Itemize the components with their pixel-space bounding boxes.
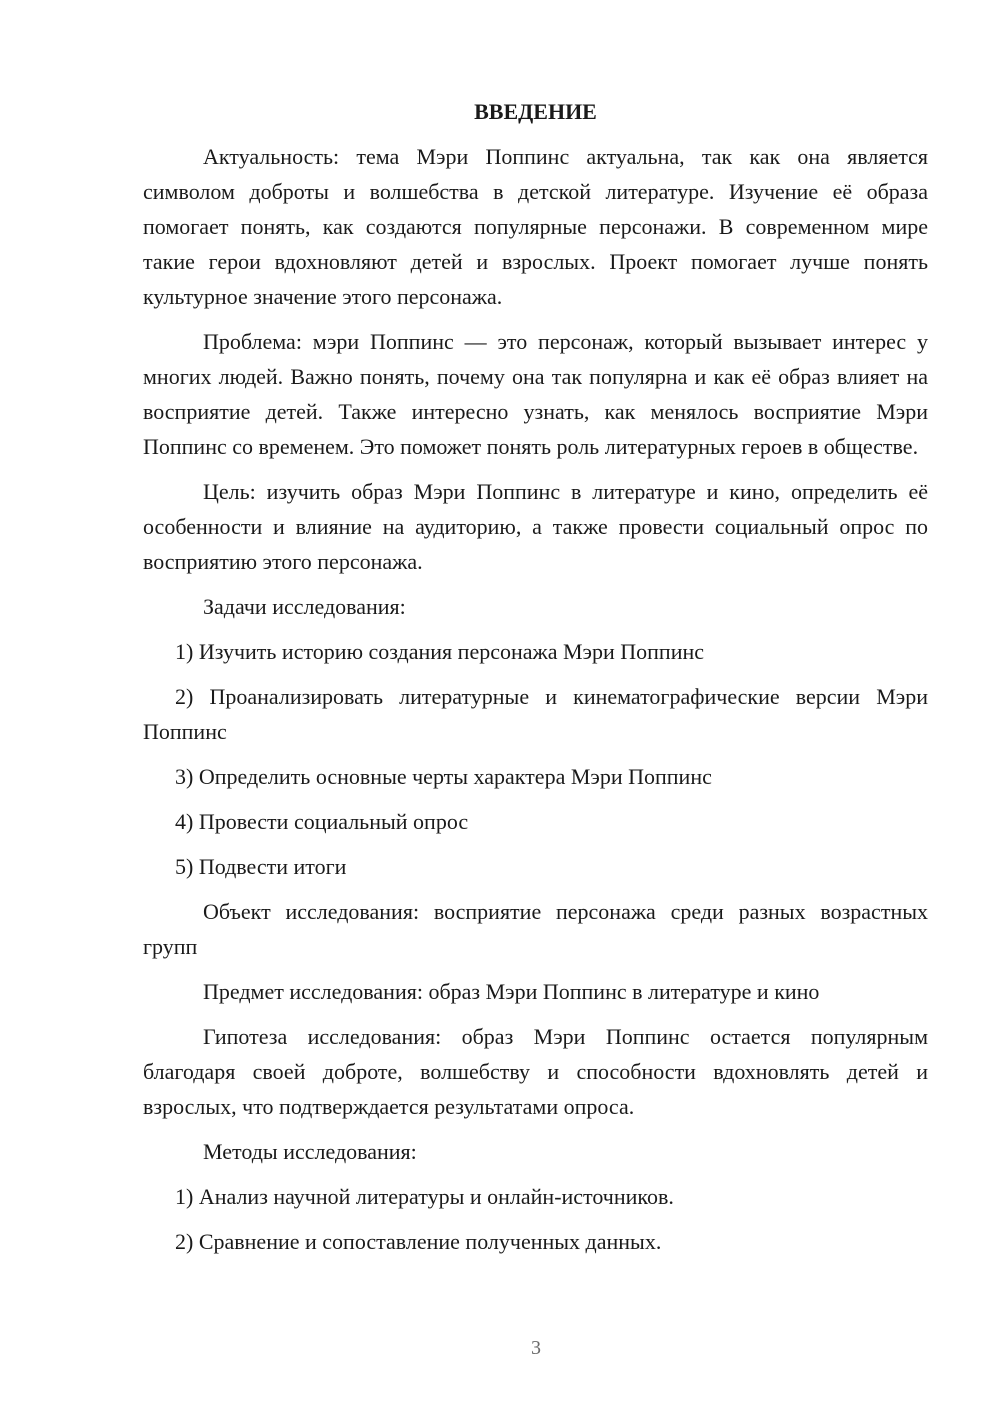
method-item: 1) Анализ научной литературы и онлайн-источников. [175,1184,674,1209]
paragraph-goal: Цель: изучить образ Мэри Поппинс в литературе и кино, определить её особенности и влияние на аудиторию, а также провести социальный опрос по восприятию этого персонажа. [143,479,928,574]
task-item: 5) Подвести итоги [175,854,347,879]
tasks-heading: Задачи исследования: [203,594,406,619]
task-item: 1) Изучить историю создания персонажа Мэри Поппинс [175,639,705,664]
task-item: 2) Проанализировать литературные и кинематографические версии Мэри Поппинс [143,684,928,744]
method-item: 2) Сравнение и сопоставление полученных данных. [175,1229,662,1254]
paragraph-problem: Проблема: мэри Поппинс — это персонаж, который вызывает интерес у многих людей. Важно понять, почему она так популярна и как её образ влияет на восприятие детей. Также интересно узнать, как менялось восприятие Мэри Поппинс со временем. Это поможет понять роль литературных героев в обществе. [143,329,928,459]
paragraph-hypothesis: Гипотеза исследования: образ Мэри Поппинс остается популярным благодаря своей доброте, волшебству и способности вдохновлять детей и взрослых, что подтверждается результатами опроса. [143,1024,928,1119]
paragraph-relevance: Актуальность: тема Мэри Поппинс актуальна, так как она является символом доброты и волшебства в детской литературе. Изучение её образа помогает понять, как создаются популярные персонажи. В современном мире такие герои вдохновляют детей и взрослых. Проект помогает лучше понять культурное значение этого персонажа. [143,144,928,309]
section-heading: ВВЕДЕНИЕ [474,99,597,124]
page-content [143,94,928,1269]
methods-heading: Методы исследования: [203,1139,417,1164]
task-item: 4) Провести социальный опрос [175,809,469,834]
task-item: 3) Определить основные черты характера Мэри Поппинс [175,764,712,789]
paragraph-object: Объект исследования: восприятие персонажа среди разных возрастных групп [143,899,928,959]
page-number: 3 [531,1337,541,1359]
paragraph-subject: Предмет исследования: образ Мэри Поппинс в литературе и кино [203,979,820,1004]
